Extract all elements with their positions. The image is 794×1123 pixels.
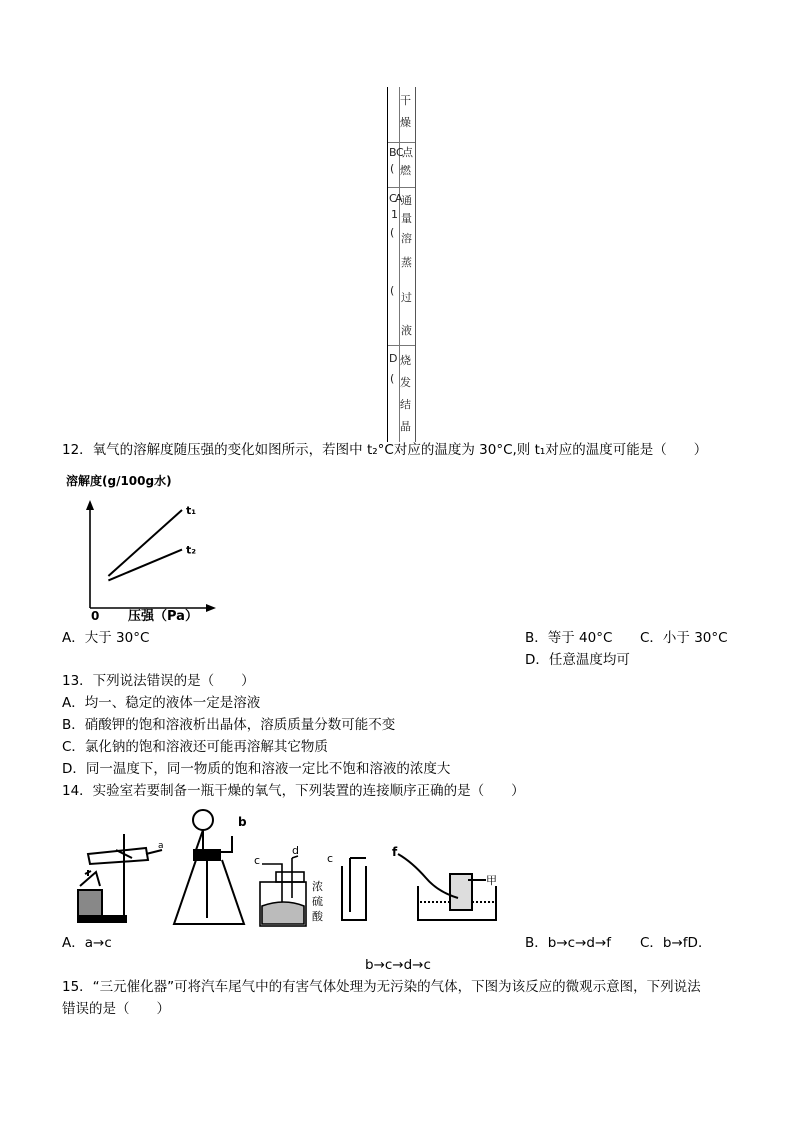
flask-apparatus bbox=[174, 810, 244, 924]
label-d: d bbox=[292, 844, 299, 857]
question-13-stem: 13．下列说法错误的是（ ） bbox=[62, 673, 255, 689]
label-acid-1: 浓 bbox=[312, 880, 323, 893]
solubility-chart bbox=[62, 470, 242, 625]
question-12-option-c: C．小于 30°C bbox=[640, 630, 728, 646]
table-cell: B bbox=[389, 146, 397, 159]
label-c-jar: c bbox=[327, 852, 334, 865]
question-13-option-d: D．同一温度下，同一物质的饱和溶液一定比不饱和溶液的浓度大 bbox=[62, 761, 451, 777]
label-f: f bbox=[392, 845, 398, 859]
table-cell: ( bbox=[390, 284, 395, 297]
table-row-border bbox=[388, 142, 415, 143]
collection-jar bbox=[342, 858, 366, 920]
series-label-2: t₂ bbox=[186, 543, 197, 557]
label-acid-3: 酸 bbox=[312, 910, 323, 923]
chart-xlabel: 压强（Pa） bbox=[128, 609, 198, 624]
question-12-stem: 12．氧气的溶解度随压强的变化如图所示，若图中 t₂°C对应的温度为 30°C,则 t₁对应的温度可能是（ ） bbox=[62, 442, 708, 458]
table-cell: 发 bbox=[400, 376, 411, 389]
label-a: a bbox=[158, 841, 164, 851]
heating-apparatus bbox=[78, 834, 162, 922]
question-14-option-c: C．b→fD． bbox=[640, 935, 712, 951]
table-cell: 溶 bbox=[401, 232, 412, 245]
table-cell: 干 bbox=[400, 94, 411, 107]
label-jia: 甲 bbox=[486, 874, 497, 887]
question-14-stem: 14．实验室若要制备一瓶干燥的氧气，下列装置的连接顺序正确的是（ ） bbox=[62, 783, 525, 799]
table-cell: C bbox=[396, 146, 404, 159]
question-12-option-b: B．等于 40°C bbox=[525, 630, 613, 646]
series-line-1 bbox=[108, 510, 182, 576]
table-cell: 1 bbox=[391, 208, 398, 221]
table-cell: 量 bbox=[401, 212, 412, 225]
question-14-option-a: A．a→c bbox=[62, 935, 112, 951]
water-trough bbox=[398, 854, 496, 920]
table-fragment bbox=[387, 87, 416, 442]
table-cell: D bbox=[389, 352, 398, 365]
table-cell: 燥 bbox=[400, 116, 411, 129]
table-cell: ( bbox=[390, 372, 395, 385]
chart-y-arrow bbox=[86, 500, 94, 510]
chart-x-arrow bbox=[206, 604, 216, 612]
chart-ylabel: 溶解度(g/100g水) bbox=[66, 474, 172, 488]
table-cell: 通 bbox=[401, 194, 412, 207]
question-13-option-b: B．硝酸钾的饱和溶液析出晶体，溶质质量分数可能不变 bbox=[62, 717, 396, 733]
drying-bottle bbox=[260, 856, 306, 926]
label-c-bottle: c bbox=[254, 854, 261, 867]
table-cell: 过 bbox=[401, 291, 412, 304]
table-cell: 蒸 bbox=[401, 256, 412, 269]
table-cell: ( bbox=[390, 162, 395, 175]
table-cell: 液 bbox=[401, 324, 412, 337]
table-cell: A bbox=[395, 192, 403, 205]
table-cell: C bbox=[389, 192, 397, 205]
question-13-option-a: A．均一、稳定的液体一定是溶液 bbox=[62, 695, 261, 711]
table-row-border bbox=[388, 187, 415, 188]
table-row-border bbox=[388, 345, 415, 346]
series-label-1: t₁ bbox=[186, 504, 197, 517]
apparatus-figure bbox=[66, 806, 506, 934]
question-12-option-a: A．大于 30°C bbox=[62, 630, 150, 646]
table-cell: 点 bbox=[402, 146, 413, 159]
label-acid-2: 硫 bbox=[312, 895, 323, 908]
chart-series-layer bbox=[108, 504, 196, 580]
question-15-stem-line-1: 15．“三元催化器”可将汽车尾气中的有害气体处理为无污染的气体，下图为该反应的微观示意图，下列说法 bbox=[62, 979, 701, 995]
table-cell: 烧 bbox=[400, 354, 411, 367]
question-13-option-c: C．氯化钠的饱和溶液还可能再溶解其它物质 bbox=[62, 739, 328, 755]
question-15-stem-line-2: 错误的是（ ） bbox=[62, 1001, 170, 1017]
question-14-option-d: b→c→d→c bbox=[365, 957, 431, 973]
table-cell: 结 bbox=[400, 398, 411, 411]
table-cell: 燃 bbox=[400, 164, 411, 177]
question-12-option-d: D．任意温度均可 bbox=[525, 652, 630, 668]
table-cell: ( bbox=[390, 226, 395, 239]
label-b: b bbox=[238, 815, 247, 829]
chart-origin-label: 0 bbox=[91, 609, 100, 623]
table-cell: 晶 bbox=[400, 420, 411, 433]
question-14-option-b: B．b→c→d→f bbox=[525, 935, 612, 951]
